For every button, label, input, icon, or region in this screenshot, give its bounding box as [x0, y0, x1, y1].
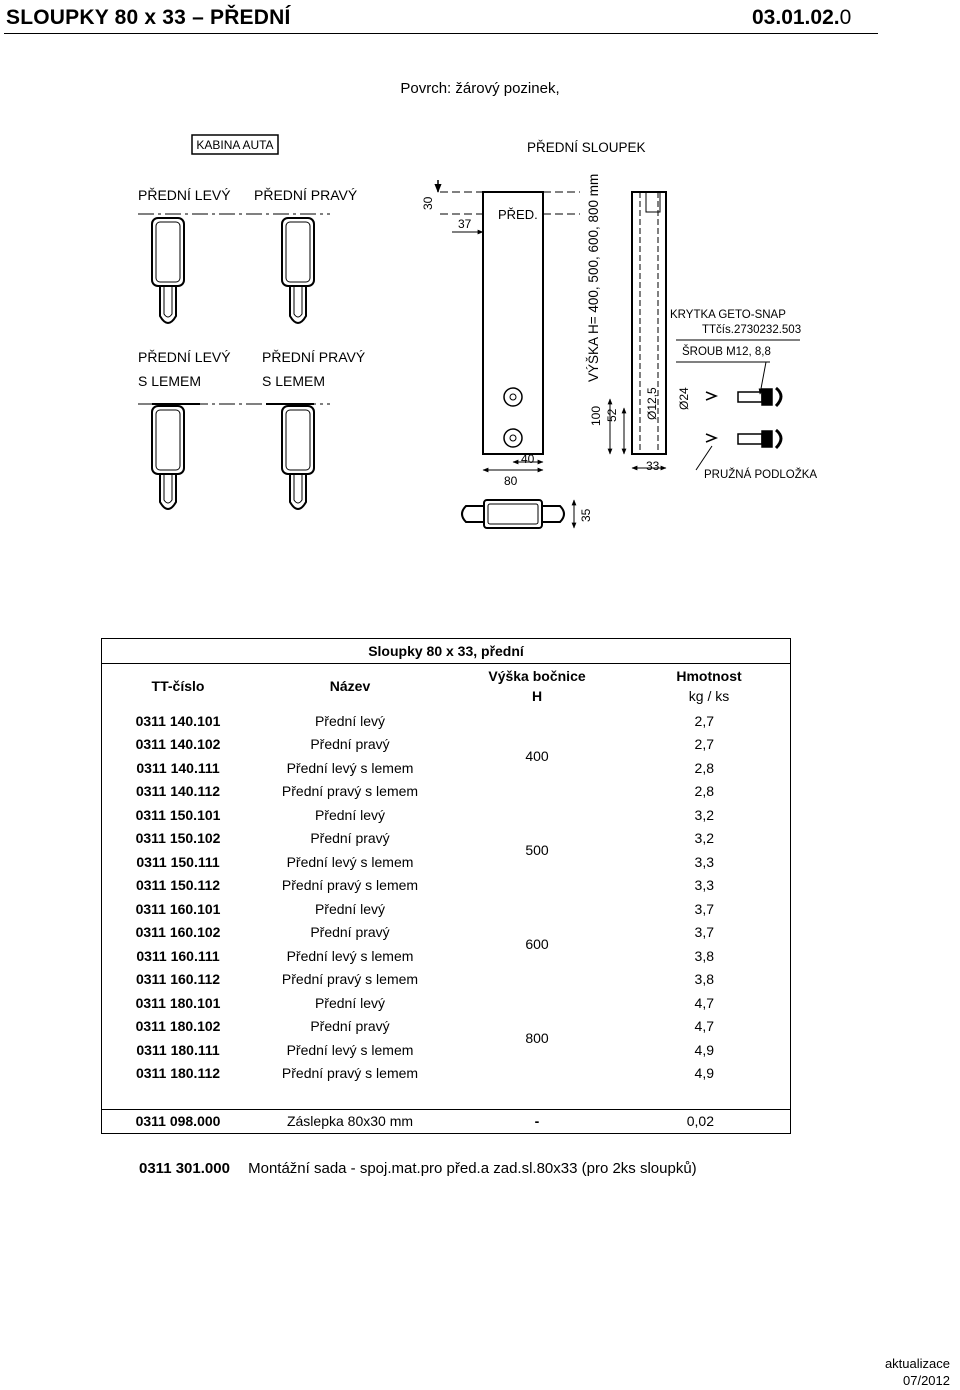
row-name: Přední pravý: [310, 924, 390, 941]
row-tt: 0311 160.101: [102, 897, 255, 921]
row-weight: 3,2: [628, 827, 791, 851]
row-name: Přední levý: [314, 712, 386, 729]
right-lip-post-profile: [266, 404, 314, 509]
row-weight: 4,7: [628, 991, 791, 1015]
cap-code: TTčís.2730232.503: [702, 324, 802, 336]
row-weight: 3,2: [628, 803, 791, 827]
row-weight: 3,3: [628, 874, 791, 898]
row-weight: 3,3: [628, 850, 791, 874]
left-lip-post-profile: [152, 404, 200, 509]
posts-table: [101, 638, 791, 1134]
header-name: Název: [254, 663, 446, 709]
dim-52: 52: [605, 408, 619, 422]
kit-code: 0311 301.000: [139, 1160, 230, 1177]
table-row: [102, 803, 791, 827]
cap-tt: 0311 098.000: [102, 1109, 255, 1134]
row-name: Přední levý: [314, 994, 386, 1011]
row-weight: 3,8: [628, 968, 791, 992]
table-row: [102, 897, 791, 921]
row-tt: 0311 150.102: [102, 827, 255, 851]
row-height: 600: [525, 936, 549, 952]
dim-80: 80: [504, 474, 518, 488]
left-post-label: PŘEDNÍ LEVÝ: [138, 187, 231, 203]
technical-drawing: [0, 120, 960, 540]
post-side-view: [610, 192, 666, 468]
row-tt: 0311 150.111: [102, 850, 255, 874]
row-tt: 0311 160.111: [102, 944, 255, 968]
table-row-cap: [102, 1109, 791, 1134]
right-post-profile: [282, 218, 314, 323]
header-weight: [628, 663, 791, 709]
row-tt: 0311 150.112: [102, 874, 255, 898]
row-name: Přední pravý: [310, 736, 390, 753]
table-spacer-row: [102, 1085, 791, 1109]
update-date: 07/2012: [903, 1373, 950, 1388]
dim-35: 35: [579, 508, 593, 522]
right-lip-label-2: S LEMEM: [262, 373, 326, 389]
cap-name: Záslepka 80x30 mm: [254, 1109, 446, 1134]
row-height: 400: [525, 748, 549, 764]
table-row: [102, 709, 791, 733]
document-code-revision: 0: [839, 6, 852, 29]
row-weight: 4,9: [628, 1038, 791, 1062]
right-lip-label-1: PŘEDNÍ PRAVÝ: [262, 349, 366, 365]
row-weight: 3,7: [628, 897, 791, 921]
row-weight: 2,7: [628, 709, 791, 733]
row-name: Přední levý s lemem: [286, 1041, 414, 1058]
header-height: [446, 663, 628, 709]
left-lip-label-2: S LEMEM: [138, 373, 202, 389]
update-info: [885, 1355, 950, 1389]
row-name: Přední pravý: [310, 830, 390, 847]
row-tt: 0311 150.101: [102, 803, 255, 827]
right-post-label: PŘEDNÍ PRAVÝ: [254, 187, 358, 203]
row-name: Přední pravý s lemem: [281, 783, 419, 800]
row-tt: 0311 180.101: [102, 991, 255, 1015]
header-weight-unit: kg / ks: [688, 688, 730, 705]
dim-d24: Ø24: [677, 387, 691, 410]
bolt-label: ŠROUB M12, 8,8: [682, 346, 771, 358]
cap-weight: 0,02: [628, 1109, 791, 1134]
left-post-profile: [152, 218, 184, 323]
row-height: 800: [525, 1030, 549, 1046]
page-title: SLOUPKY 80 x 33 – PŘEDNÍ: [6, 6, 291, 29]
row-weight: 2,7: [628, 733, 791, 757]
table-row: [102, 991, 791, 1015]
dim-d12: Ø12,5: [645, 387, 659, 420]
row-name: Přední pravý s lemem: [281, 971, 419, 988]
header-height-unit: H: [531, 688, 543, 705]
dim-100: 100: [589, 405, 603, 426]
row-name: Přední pravý s lemem: [281, 877, 419, 894]
row-name: Přední pravý s lemem: [281, 1065, 419, 1082]
cap-label: KRYTKA GETO-SNAP: [670, 309, 786, 321]
row-weight: 2,8: [628, 756, 791, 780]
row-height: 500: [525, 842, 549, 858]
row-weight: 4,9: [628, 1062, 791, 1086]
mounting-kit: [139, 1160, 697, 1177]
row-tt: 0311 140.111: [102, 756, 255, 780]
dim-30: 30: [421, 196, 435, 210]
bolt-drawing: [676, 340, 800, 470]
row-tt: 0311 180.102: [102, 1015, 255, 1039]
row-tt: 0311 160.102: [102, 921, 255, 945]
dim-37: 37: [458, 217, 472, 231]
left-lip-label-1: PŘEDNÍ LEVÝ: [138, 349, 231, 365]
row-tt: 0311 140.101: [102, 709, 255, 733]
header-height-label: Výška bočnice: [488, 668, 586, 685]
table-title: Sloupky 80 x 33, přední: [102, 639, 791, 664]
row-weight: 4,7: [628, 1015, 791, 1039]
row-name: Přední levý s lemem: [286, 947, 414, 964]
document-code: [752, 6, 851, 30]
row-weight: 3,7: [628, 921, 791, 945]
row-tt: 0311 180.111: [102, 1038, 255, 1062]
row-name: Přední pravý: [310, 1018, 390, 1035]
row-weight: 2,8: [628, 780, 791, 804]
row-tt: 0311 160.112: [102, 968, 255, 992]
row-weight: 3,8: [628, 944, 791, 968]
front-post-label: PŘEDNÍ SLOUPEK: [527, 140, 646, 155]
row-tt: 0311 140.112: [102, 780, 255, 804]
height-label: VÝŠKA H= 400, 500, 600, 800 mm: [586, 173, 601, 382]
row-name: Přední levý: [314, 900, 386, 917]
washer-label: PRUŽNÁ PODLOŽKA: [704, 469, 818, 481]
kit-description: Montážní sada - spoj.mat.pro před.a zad.sl.80x33 (pro 2ks sloupků): [248, 1160, 697, 1177]
header-weight-label: Hmotnost: [676, 668, 742, 685]
dim-33: 33: [646, 459, 660, 473]
row-name: Přední levý: [314, 806, 386, 823]
row-tt: 0311 180.112: [102, 1062, 255, 1086]
row-tt: 0311 140.102: [102, 733, 255, 757]
row-name: Přední levý s lemem: [286, 853, 414, 870]
surface-finish: Povrch: žárový pozinek,: [400, 80, 560, 97]
front-mark: PŘED.: [498, 207, 538, 222]
header-rule: [4, 33, 878, 34]
cab-label: KABINA AUTA: [196, 138, 274, 152]
update-label: aktualizace: [884, 1356, 950, 1371]
cap-height: -: [446, 1109, 628, 1134]
header-tt: TT-číslo: [102, 663, 255, 709]
post-section: [462, 500, 574, 528]
row-name: Přední levý s lemem: [286, 759, 414, 776]
dim-40: 40: [521, 452, 535, 466]
document-code-main: 03.01.02.: [752, 6, 840, 29]
